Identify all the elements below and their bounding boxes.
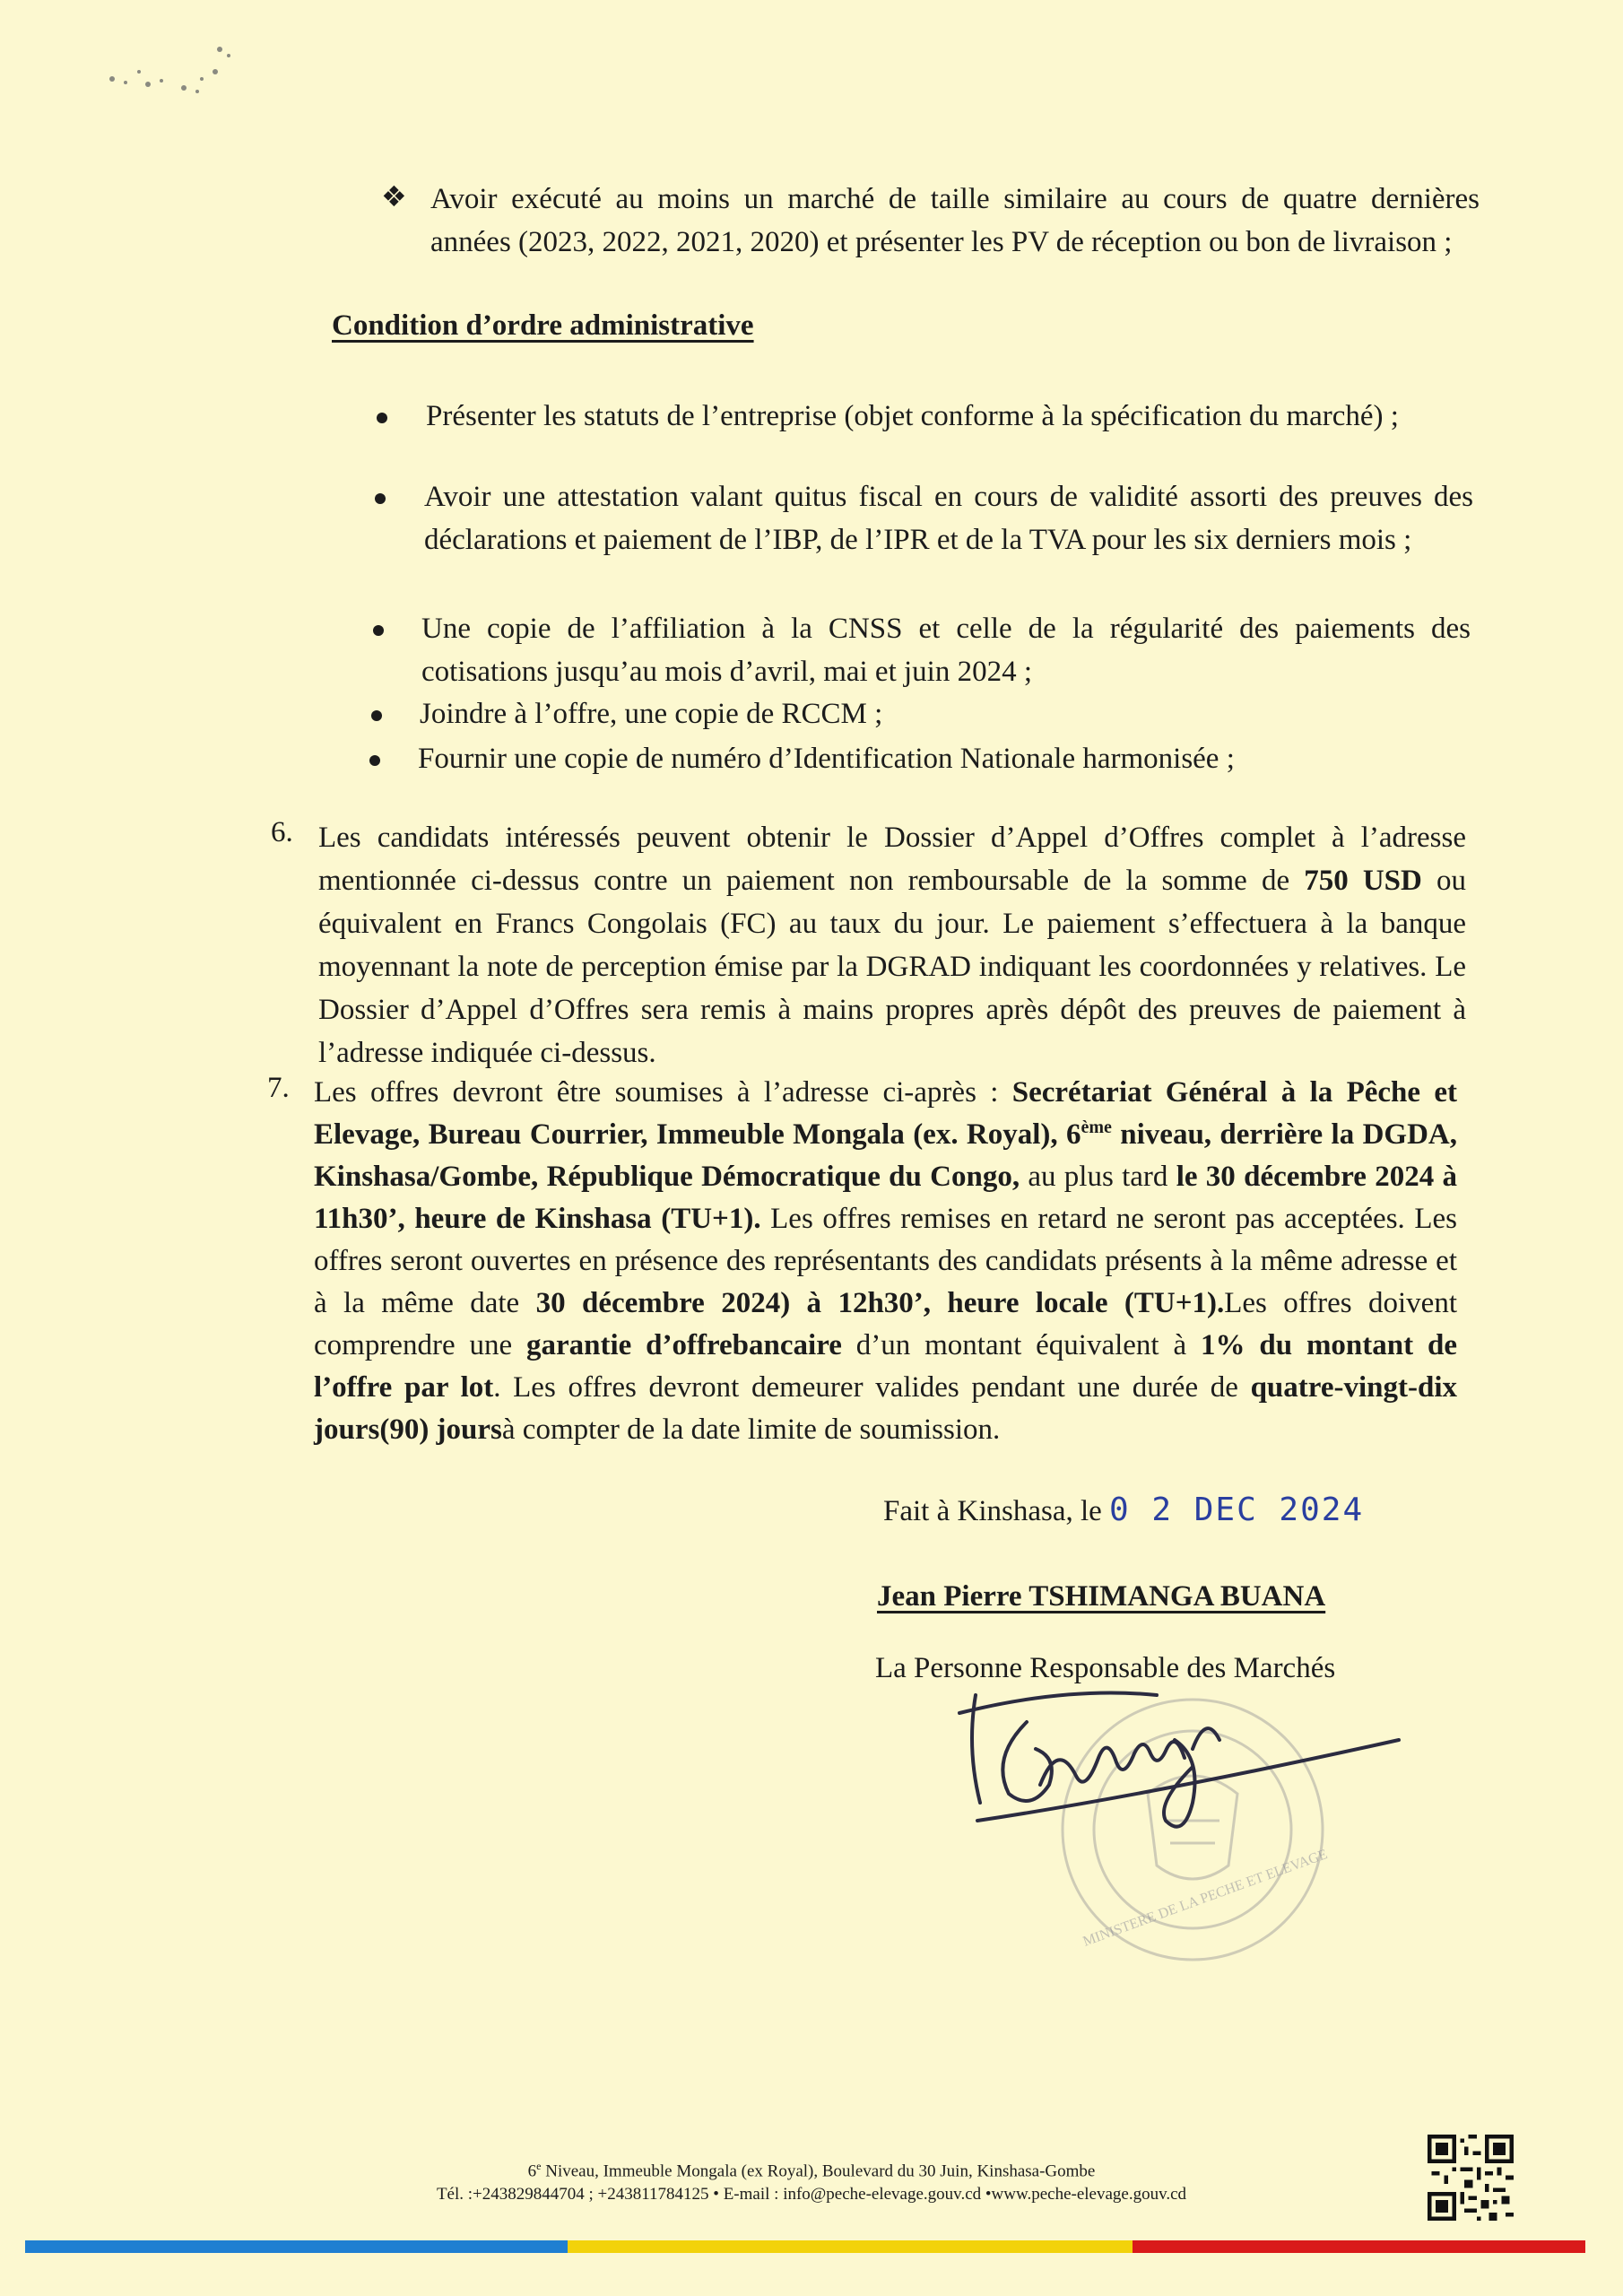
footer-contact: Tél. :+243829844704 ; +243811784125 • E-mail : info@peche-elevage.gouv.cd •www.peche-elevage.gouv.cd bbox=[436, 2185, 1187, 2204]
admin-item-5: Fournir une copie de numéro d’Identification Nationale harmonisée ; bbox=[418, 743, 1235, 775]
place-prefix: Fait à Kinshasa, le bbox=[883, 1495, 1102, 1527]
footer-address-prefix: 6 bbox=[527, 2161, 537, 2181]
admin-item-1: Présenter les statuts de l’entreprise (objet conforme à la spécification du marché) ; bbox=[426, 400, 1399, 432]
item-7-paragraph bbox=[314, 1072, 1457, 1451]
footer-address-rest: Niveau, Immeuble Mongala (ex Royal), Boulevard du 30 Juin, Kinshasa-Gombe bbox=[541, 2161, 1096, 2181]
item-6-number: 6. bbox=[271, 816, 293, 848]
signer-role: La Personne Responsable des Marchés bbox=[875, 1652, 1336, 1684]
item-7-address: Secrétariat Général à la Pêche et Elevage, Bureau Courrier, Immeuble Mongala (ex. Royal), 6 bbox=[314, 1076, 1458, 1151]
flag-stripe-blue bbox=[25, 2240, 568, 2253]
item-7-deadline: le 30 décembre 2024 à 11h30’, heure de Kinshasa (TU+1). bbox=[314, 1161, 1457, 1235]
bullet-icon bbox=[377, 413, 387, 423]
bullet-icon bbox=[371, 710, 382, 721]
item-7-number: 7. bbox=[267, 1072, 290, 1104]
diamond-bullet-icon: ❖ bbox=[381, 179, 407, 213]
item-7-guarantee: garantie d’offrebancaire bbox=[525, 1329, 842, 1361]
footer-address bbox=[0, 2160, 1623, 2181]
flag-stripe-yellow bbox=[568, 2240, 1133, 2253]
item-7-text-g: à compter de la date limite de soumission. bbox=[501, 1413, 1001, 1446]
qr-code-icon bbox=[1428, 2135, 1514, 2221]
bullet-icon bbox=[375, 493, 386, 504]
item-7-validity: quatre-vingt-dix jours(90) jours bbox=[314, 1371, 1457, 1446]
admin-condition-heading: Condition d’ordre administrative bbox=[332, 309, 754, 342]
item-6-text-b: ou équivalent en Francs Congolais (FC) au taux du jour. Le paiement s’effectuera à la banque moyennant la note de perception émise par la DGRAD indiquant les coordonnées y relatives. Le Dossier d’Appel d’Offres sera remis à mains propres après dépôt des preuves de paiement à l’adresse indiquée ci-dessus. bbox=[318, 865, 1466, 1069]
item-7-text-f: . Les offres devront demeurer valides pendant une durée de bbox=[493, 1371, 1251, 1404]
item-7-text-c: Les offres remises en retard ne seront pas acceptées. Les offres seront ouvertes en présence des représentants des candidats présents à la même adresse et à la même date bbox=[314, 1203, 1457, 1319]
scan-noise-marks bbox=[94, 36, 247, 99]
item-6-text-a: Les candidats intéressés peuvent obtenir le Dossier d’Appel d’Offres complet à l’adresse mentionnée ci-dessus contre un paiement non remboursable de la somme de bbox=[318, 822, 1466, 897]
item-7-text-a: Les offres devront être soumises à l’adresse ci-après : bbox=[314, 1076, 1012, 1109]
admin-item-2: Avoir une attestation valant quitus fiscal en cours de validité assorti des preuves des déclarations et paiement de l’IBP, de l’IPR et de la TVA pour les six derniers mois ; bbox=[424, 481, 1473, 556]
item-7-text-e: d’un montant équivalent à bbox=[841, 1329, 1201, 1361]
experience-requirement: Avoir exécuté au moins un marché de taille similaire au cours de quatre dernières années (2023, 2022, 2021, 2020) et présenter les PV de réception ou bon de livraison ; bbox=[430, 183, 1480, 258]
item-6-amount: 750 USD bbox=[1304, 865, 1422, 897]
item-7-percent: 1% du montant de l’offre par lot bbox=[314, 1329, 1457, 1404]
item-6-paragraph bbox=[318, 816, 1466, 1074]
signer-name: Jean Pierre TSHIMANGA BUANA bbox=[877, 1580, 1326, 1613]
item-7-text-d: Les offres doivent comprendre une bbox=[314, 1287, 1457, 1361]
flag-stripe-red bbox=[1133, 2240, 1585, 2253]
admin-item-3: Une copie de l’affiliation à la CNSS et celle de la régularité des paiements des cotisations jusqu’au mois d’avril, mai et juin 2024 ; bbox=[421, 613, 1471, 688]
item-7-opening: 30 décembre 2024) à 12h30’, heure locale (TU+1). bbox=[535, 1287, 1225, 1319]
flag-color-stripe bbox=[25, 2240, 1585, 2253]
item-7-text-b: au plus tard bbox=[1020, 1161, 1176, 1193]
signature-and-seal bbox=[942, 1686, 1408, 2027]
bullet-icon bbox=[373, 625, 384, 636]
footer-address-sup: e bbox=[536, 2160, 542, 2172]
item-7-sup: ème bbox=[1081, 1118, 1112, 1137]
bullet-icon bbox=[369, 755, 380, 766]
seal-text: MINISTERE DE LA PECHE ET ELEVAGE bbox=[1081, 1847, 1330, 1950]
place-date-line bbox=[883, 1489, 1364, 1533]
admin-item-4: Joindre à l’offre, une copie de RCCM ; bbox=[420, 698, 883, 730]
item-7-address-b: niveau, derrière la DGDA, Kinshasa/Gombe, République Démocratique du Congo, bbox=[314, 1118, 1457, 1193]
date-stamp: 0 2 DEC 2024 bbox=[1109, 1492, 1365, 1528]
